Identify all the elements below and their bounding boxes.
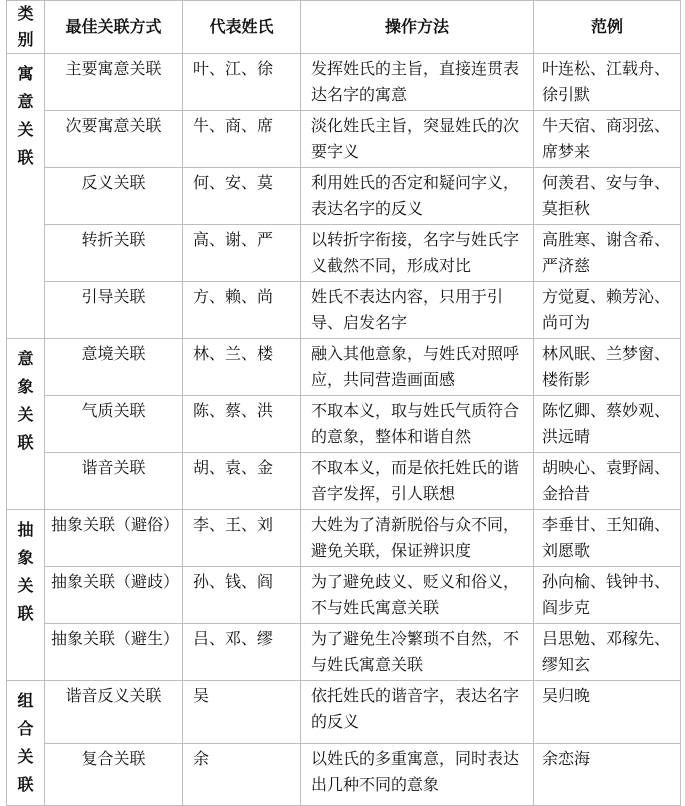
category-cell <box>7 681 45 806</box>
category-cell <box>7 339 45 510</box>
examples-cell: 吕思勉、邓稼先、缪知玄 <box>534 624 681 681</box>
operation-cell: 为了避免生冷繁琐不自然，不与姓氏寓意关联 <box>301 624 534 681</box>
method-cell: 气质关联 <box>45 396 183 453</box>
surnames-cell: 高、谢、严 <box>183 225 301 282</box>
category-label: 组 合 关 联 <box>17 691 34 794</box>
surnames-cell: 牛、商、席 <box>183 111 301 168</box>
header-method: 最佳关联方式 <box>45 1 183 54</box>
category-cell <box>7 510 45 681</box>
table-row <box>7 681 681 744</box>
surnames-cell: 胡、袁、金 <box>183 453 301 510</box>
examples-cell: 孙向榆、钱钟书、阎步克 <box>534 567 681 624</box>
operation-cell: 发挥姓氏的主旨，直接连贯表达名字的寓意 <box>301 54 534 111</box>
table-body <box>7 54 681 806</box>
method-cell: 意境关联 <box>45 339 183 396</box>
surnames-cell: 李、王、刘 <box>183 510 301 567</box>
operation-cell: 为了避免歧义、贬义和俗义，不与姓氏寓意关联 <box>301 567 534 624</box>
category-label: 寓 意 关 联 <box>17 64 34 167</box>
examples-cell: 高胜寒、谢含希、严济慈 <box>534 225 681 282</box>
table-row <box>7 54 681 111</box>
examples-cell: 何羡君、安与争、莫拒秋 <box>534 168 681 225</box>
method-cell: 抽象关联（避生） <box>45 624 183 681</box>
method-cell: 谐音反义关联 <box>45 681 183 744</box>
method-cell: 反义关联 <box>45 168 183 225</box>
examples-cell: 方觉夏、赖芳沁、尚可为 <box>534 282 681 339</box>
naming-table-container <box>6 0 681 806</box>
table-row <box>7 111 681 168</box>
examples-cell: 李垂甘、王知确、刘愿歌 <box>534 510 681 567</box>
operation-cell: 以姓氏的多重寓意，同时表达出几种不同的意象 <box>301 743 534 806</box>
method-cell: 引导关联 <box>45 282 183 339</box>
operation-cell: 不取本义，而是依托姓氏的谐音字发挥，引人联想 <box>301 453 534 510</box>
surnames-cell: 叶、江、徐 <box>183 54 301 111</box>
examples-cell: 陈忆卿、蔡妙观、洪远晴 <box>534 396 681 453</box>
table-row <box>7 453 681 510</box>
operation-cell: 大姓为了清新脱俗与众不同，避免关联，保证辨识度 <box>301 510 534 567</box>
examples-cell: 牛天宿、商羽弦、席梦来 <box>534 111 681 168</box>
method-cell: 次要寓意关联 <box>45 111 183 168</box>
header-category: 类 别 <box>7 1 45 54</box>
operation-cell: 依托姓氏的谐音字，表达名字的反义 <box>301 681 534 744</box>
table-row <box>7 168 681 225</box>
header-surnames: 代表姓氏 <box>183 1 301 54</box>
operation-cell: 不取本义，取与姓氏气质符合的意象，整体和谐自然 <box>301 396 534 453</box>
examples-cell: 余恋海 <box>534 743 681 806</box>
category-label: 抽 象 关 联 <box>17 520 34 623</box>
header-examples: 范例 <box>534 1 681 54</box>
method-cell: 主要寓意关联 <box>45 54 183 111</box>
examples-cell: 叶连松、江载舟、徐引默 <box>534 54 681 111</box>
method-cell: 转折关联 <box>45 225 183 282</box>
table-row <box>7 282 681 339</box>
examples-cell: 林风眠、兰梦窗、楼衔影 <box>534 339 681 396</box>
method-cell: 抽象关联（避歧） <box>45 567 183 624</box>
surnames-cell: 林、兰、楼 <box>183 339 301 396</box>
operation-cell: 姓氏不表达内容，只用于引导、启发名字 <box>301 282 534 339</box>
table-row <box>7 225 681 282</box>
surname-association-table <box>6 0 681 806</box>
header-row <box>7 1 681 54</box>
surnames-cell: 余 <box>183 743 301 806</box>
table-row <box>7 743 681 806</box>
operation-cell: 以转折字衔接，名字与姓氏字义截然不同，形成对比 <box>301 225 534 282</box>
table-row <box>7 624 681 681</box>
table-row <box>7 567 681 624</box>
surnames-cell: 吴 <box>183 681 301 744</box>
method-cell: 谐音关联 <box>45 453 183 510</box>
table-row <box>7 510 681 567</box>
operation-cell: 利用姓氏的否定和疑问字义，表达名字的反义 <box>301 168 534 225</box>
method-cell: 复合关联 <box>45 743 183 806</box>
surnames-cell: 方、赖、尚 <box>183 282 301 339</box>
examples-cell: 吴归晚 <box>534 681 681 744</box>
table-row <box>7 339 681 396</box>
surnames-cell: 何、安、莫 <box>183 168 301 225</box>
category-cell <box>7 54 45 339</box>
surnames-cell: 吕、邓、缪 <box>183 624 301 681</box>
operation-cell: 淡化姓氏主旨，突显姓氏的次要字义 <box>301 111 534 168</box>
table-row <box>7 396 681 453</box>
surnames-cell: 陈、蔡、洪 <box>183 396 301 453</box>
examples-cell: 胡映心、袁野阔、金拾昔 <box>534 453 681 510</box>
operation-cell: 融入其他意象，与姓氏对照呼应，共同营造画面感 <box>301 339 534 396</box>
header-operation: 操作方法 <box>301 1 534 54</box>
surnames-cell: 孙、钱、阎 <box>183 567 301 624</box>
category-label: 意 象 关 联 <box>17 349 34 452</box>
method-cell: 抽象关联（避俗） <box>45 510 183 567</box>
